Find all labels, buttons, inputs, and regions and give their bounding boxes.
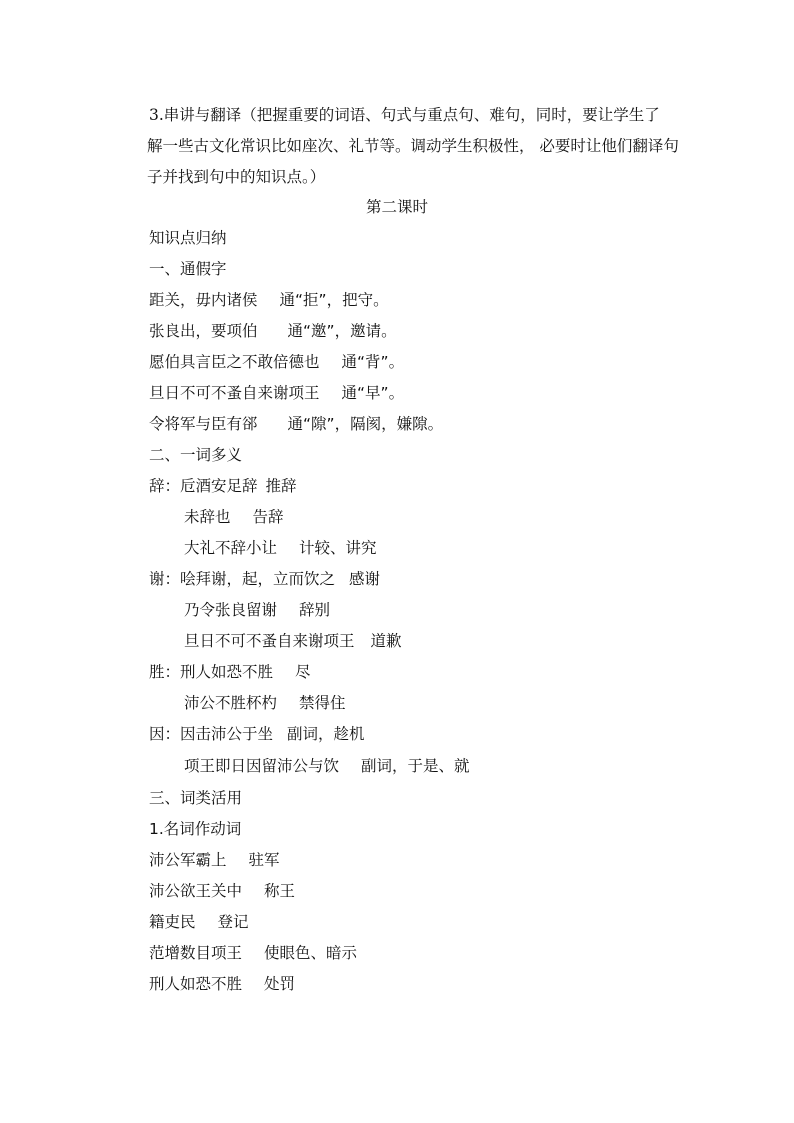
- word-usage-item: [149, 972, 295, 996]
- tongjiazi-note: 通“拒”，把守。: [279, 291, 389, 309]
- polysemy-item: [184, 691, 346, 715]
- polysemy-word: 辞：: [149, 477, 181, 495]
- polysemy-sentence: 未辞也: [184, 508, 231, 526]
- polysemy-sentence: 项王即日因留沛公与饮: [184, 757, 340, 775]
- section-title-cileihuoyong: 三、词类活用: [149, 789, 243, 807]
- tongjiazi-item: [149, 319, 397, 343]
- tongjiazi-item: [149, 288, 389, 312]
- paragraph-number: 3.: [149, 106, 164, 124]
- polysemy-item: [149, 660, 311, 684]
- polysemy-meaning: 告辞: [252, 508, 284, 526]
- lesson-title: 第二课时: [365, 198, 428, 216]
- usage-sentence: 籍吏民: [149, 913, 196, 931]
- tongjiazi-item: [149, 381, 404, 405]
- word-usage-item: [149, 879, 295, 903]
- tongjiazi-sentence: 愿伯具言臣之不敢倍德也: [149, 353, 320, 371]
- summary-title: 知识点归纳: [149, 229, 227, 247]
- tongjiazi-sentence: 张良出，要项伯: [149, 322, 258, 340]
- polysemy-word: 因：: [149, 725, 181, 743]
- usage-sentence: 沛公军霸上: [149, 851, 227, 869]
- tongjiazi-note: 通“邀”，邀请。: [287, 322, 397, 340]
- tongjiazi-note: 通“隙”，隔阂，嫌隙。: [287, 415, 444, 433]
- word-usage-item: [149, 848, 280, 872]
- paragraph-line-2: 解一些古文化常识比如座次、礼节等。调动学生积极性， 必要时让他们翻译句: [147, 137, 679, 155]
- section-title-yiciduoyi: 二、一词多义: [149, 446, 243, 464]
- polysemy-sentence: 沛公不胜杯杓: [184, 694, 278, 712]
- usage-meaning: 使眼色、暗示: [264, 944, 358, 962]
- polysemy-meaning: 副词，趁机: [287, 725, 365, 743]
- tongjiazi-sentence: 令将军与臣有郤: [149, 415, 258, 433]
- polysemy-item: [184, 754, 470, 778]
- polysemy-meaning: 辞别: [299, 601, 331, 619]
- usage-meaning: 称王: [264, 882, 296, 900]
- polysemy-meaning: 推辞: [265, 477, 297, 495]
- polysemy-sentence: 旦日不可不蚤自来谢项王: [184, 632, 355, 650]
- polysemy-sentence: 因击沛公于坐: [180, 725, 274, 743]
- polysemy-sentence: 刑人如恐不胜: [180, 663, 274, 681]
- section-title-tongjiazi: 一、通假字: [149, 260, 227, 278]
- usage-sentence: 范增数目项王: [149, 944, 243, 962]
- tongjiazi-note: 通“早”。: [341, 384, 405, 402]
- polysemy-sentence: 哙拜谢，起，立而饮之: [180, 570, 336, 588]
- polysemy-item: [184, 629, 402, 653]
- polysemy-item: [149, 474, 297, 498]
- polysemy-item: [149, 722, 365, 746]
- paragraph-line-1: 串讲与翻译（把握重要的词语、句式与重点句、难句，同时，要让学生了: [163, 106, 660, 124]
- polysemy-word: 谢：: [149, 570, 181, 588]
- translation-instruction-paragraph: [147, 100, 682, 193]
- polysemy-item: [184, 505, 284, 529]
- word-usage-item: [149, 941, 357, 965]
- polysemy-meaning: 尽: [295, 663, 311, 681]
- word-usage-item: [149, 910, 249, 934]
- polysemy-sentence: 大礼不辞小让: [184, 539, 278, 557]
- subsection-title: 1.名词作动词: [149, 820, 242, 838]
- tongjiazi-item: [149, 350, 404, 374]
- polysemy-item: [149, 567, 380, 591]
- usage-meaning: 登记: [217, 913, 249, 931]
- tongjiazi-note: 通“背”。: [341, 353, 405, 371]
- polysemy-meaning: 禁得住: [299, 694, 346, 712]
- tongjiazi-sentence: 旦日不可不蚤自来谢项王: [149, 384, 320, 402]
- tongjiazi-sentence: 距关，毋内诸侯: [149, 291, 258, 309]
- usage-sentence: 刑人如恐不胜: [149, 975, 243, 993]
- usage-sentence: 沛公欲王关中: [149, 882, 243, 900]
- polysemy-meaning: 感谢: [349, 570, 381, 588]
- polysemy-item: [184, 536, 377, 560]
- polysemy-sentence: 卮酒安足辞: [180, 477, 258, 495]
- polysemy-meaning: 副词，于是、就: [361, 757, 470, 775]
- polysemy-meaning: 计较、讲究: [299, 539, 377, 557]
- polysemy-item: [184, 598, 330, 622]
- usage-meaning: 驻军: [248, 851, 280, 869]
- tongjiazi-item: [149, 412, 443, 436]
- usage-meaning: 处罚: [264, 975, 296, 993]
- polysemy-meaning: 道歉: [370, 632, 402, 650]
- paragraph-line-3: 子并找到句中的知识点。）: [147, 168, 326, 186]
- polysemy-sentence: 乃令张良留谢: [184, 601, 278, 619]
- polysemy-word: 胜：: [149, 663, 181, 681]
